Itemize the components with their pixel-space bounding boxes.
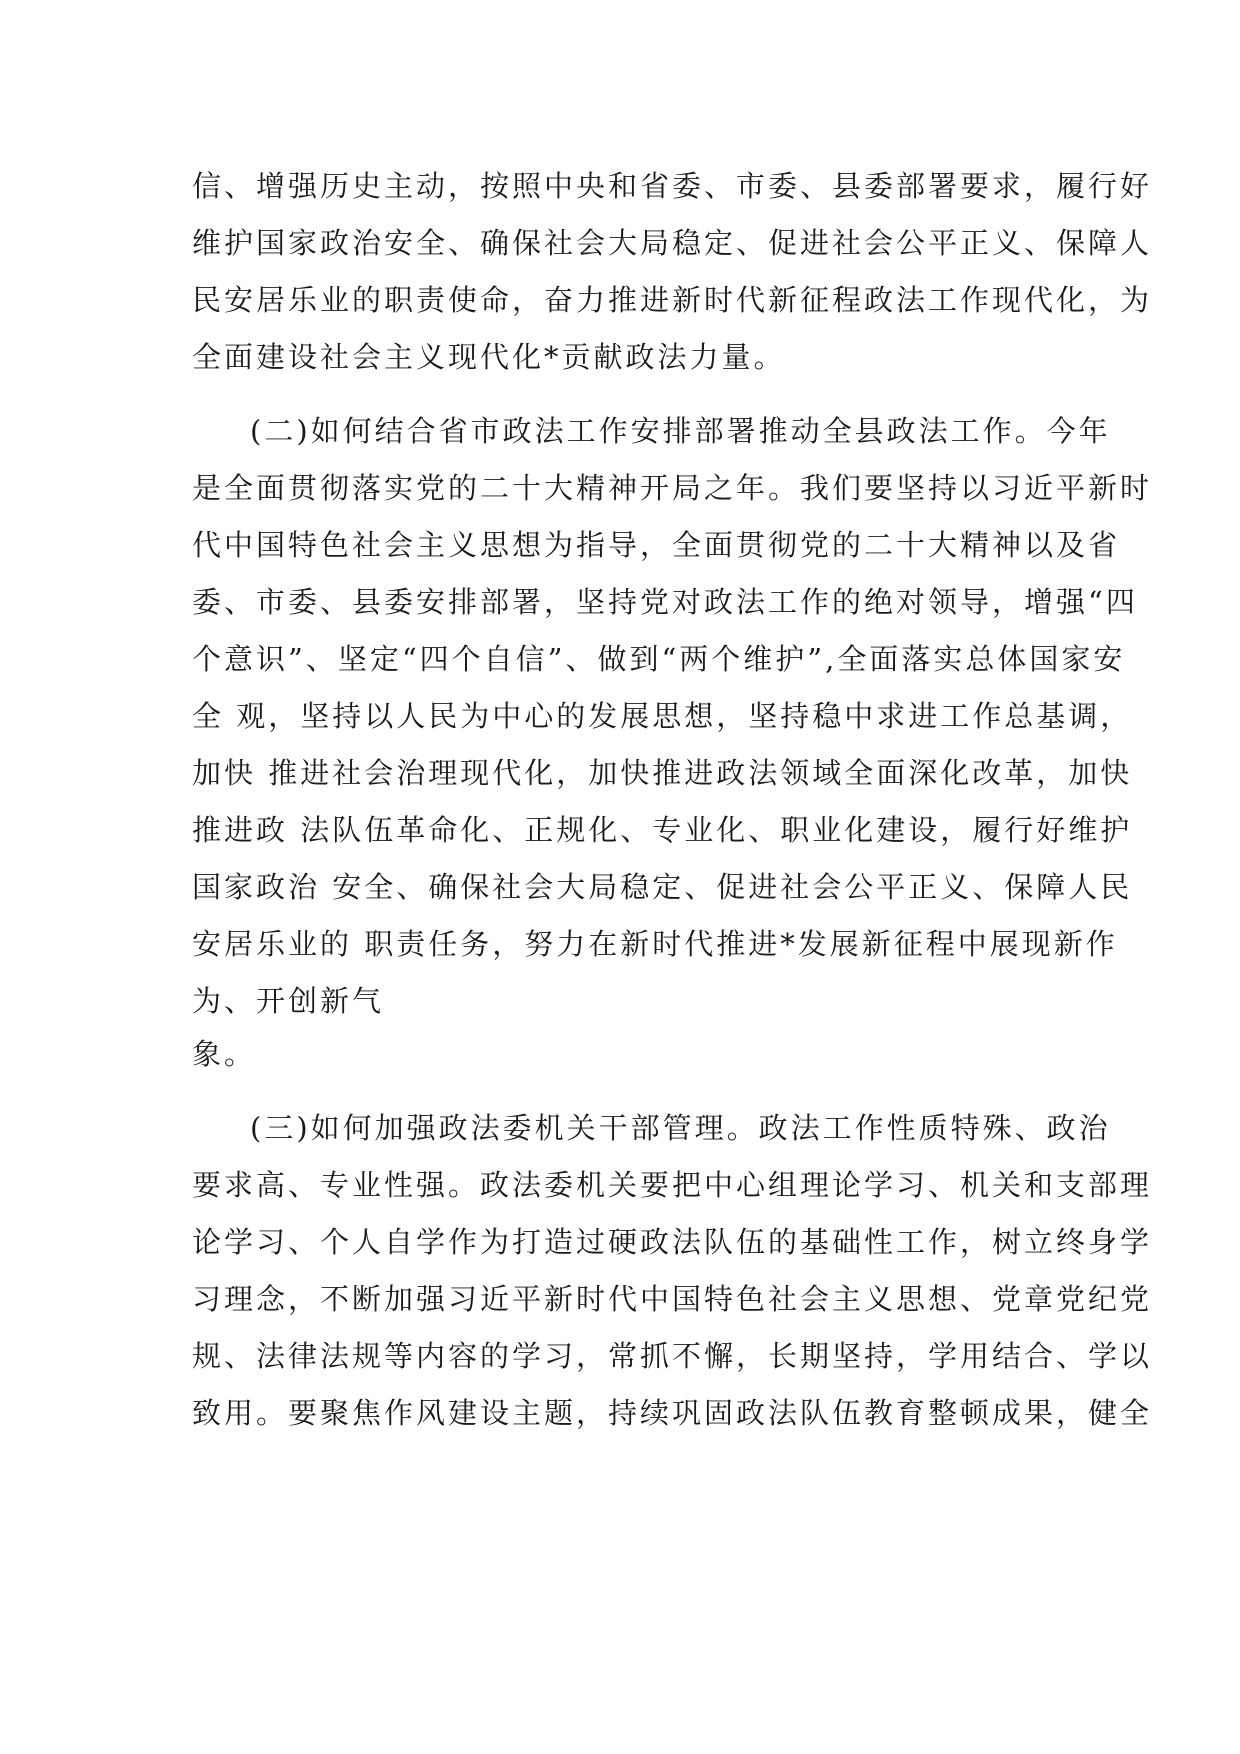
text-line: 要求高、专业性强。政法委机关要把中心组理论学习、机关和支部理 xyxy=(192,1168,1153,1202)
text-line: 维护国家政治安全、确保社会大局稳定、促进社会公平正义、保障人 xyxy=(192,226,1153,260)
text-line: 是全面贯彻落实党的二十大精神开局之年。我们要坚持以习近平新时 xyxy=(192,471,1153,505)
text-line: 全面建设社会主义现代化*贡献政法力量。 xyxy=(192,340,786,374)
paragraph-heading-3: (三)如何加强政法委机关干部管理。政法工作性质特殊、政治 xyxy=(250,1111,1111,1145)
text-line: 象。 xyxy=(192,1037,257,1071)
text-line: 规、法律法规等内容的学习，常抓不懈，长期坚持，学用结合、学以 xyxy=(192,1339,1153,1373)
text-line: 论学习、个人自学作为打造过硬政法队伍的基础性工作，树立终身学 xyxy=(192,1225,1153,1259)
text-line: 委、市委、县委安排部署，坚持党对政法工作的绝对领导，增强“四 xyxy=(192,585,1138,619)
text-line: 个意识”、坚定“四个自信”、做到“两个维护”,全面落实总体国家安 xyxy=(192,642,1126,676)
text-line: 推进政 法队伍革命化、正规化、专业化、职业化建设，履行好维护 xyxy=(192,813,1133,847)
text-line: 安居乐业的 职责任务，努力在新时代推进*发展新征程中展现新作 xyxy=(192,927,1118,961)
text-line: 国家政治 安全、确保社会大局稳定、促进社会公平正义、保障人民 xyxy=(192,870,1133,904)
paragraph-heading-2: (二)如何结合省市政法工作安排部署推动全县政法工作。今年 xyxy=(250,414,1111,448)
text-line: 为、开创新气 xyxy=(192,984,385,1018)
text-line: 致用。要聚焦作风建设主题，持续巩固政法队伍教育整顿成果，健全 xyxy=(192,1396,1153,1430)
text-line: 信、增强历史主动，按照中央和省委、市委、县委部署要求，履行好 xyxy=(192,169,1153,203)
text-line: 民安居乐业的职责使命，奋力推进新时代新征程政法工作现代化，为 xyxy=(192,283,1153,317)
text-line: 加快 推进社会治理现代化，加快推进政法领域全面深化改革，加快 xyxy=(192,756,1133,790)
text-line: 习理念，不断加强习近平新时代中国特色社会主义思想、党章党纪党 xyxy=(192,1282,1153,1316)
text-line: 全 观，坚持以人民为中心的发展思想，坚持稳中求进工作总基调， xyxy=(192,699,1133,733)
text-line: 代中国特色社会主义思想为指导，全面贯彻党的二十大精神以及省 xyxy=(192,528,1121,562)
